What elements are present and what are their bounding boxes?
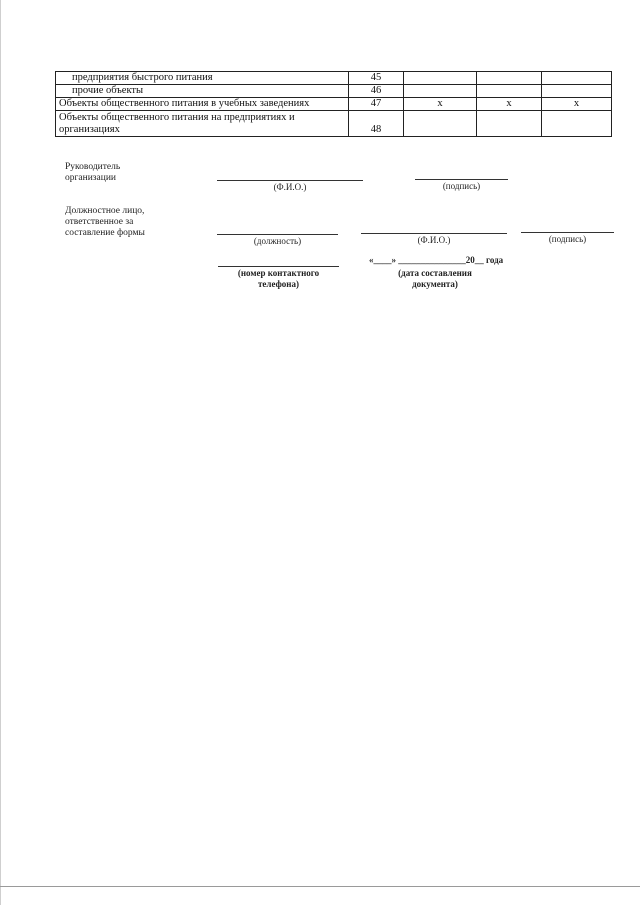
row-value <box>542 72 612 85</box>
row-code: 48 <box>349 111 404 137</box>
date-caption <box>380 268 490 290</box>
row-value <box>477 72 542 85</box>
responsible-position-line <box>217 234 338 235</box>
phone-caption <box>218 268 339 290</box>
head-label-line: организации <box>65 173 117 183</box>
row-value: х <box>477 98 542 111</box>
head-label <box>65 162 120 184</box>
row-code: 45 <box>349 72 404 85</box>
date-caption-line: документа) <box>412 279 458 289</box>
responsible-label-line: ответственное за <box>65 217 134 227</box>
head-label-line: Руководитель <box>65 162 121 172</box>
row-value: х <box>404 98 477 111</box>
row-name: прочие объекты <box>56 85 349 98</box>
row-value <box>542 85 612 98</box>
scan-edge-left <box>0 0 1 905</box>
row-value <box>404 111 477 137</box>
head-fio-caption: (Ф.И.О.) <box>273 182 307 192</box>
row-value: х <box>542 98 612 111</box>
responsible-label-line: Должностное лицо, <box>65 206 145 216</box>
responsible-signature-line <box>521 232 614 233</box>
table-row <box>56 85 612 98</box>
scan-edge-bottom <box>0 886 640 887</box>
responsible-fio-line <box>361 233 507 234</box>
table-row <box>56 72 612 85</box>
phone-caption-line: телефона) <box>258 279 299 289</box>
head-signature-line <box>415 179 508 180</box>
responsible-fio-caption: (Ф.И.О.) <box>417 235 451 245</box>
date-field: «____» _______________20__ года <box>369 255 504 265</box>
date-caption-line: (дата составления <box>398 268 472 278</box>
head-signature-caption: (подпись) <box>442 181 481 191</box>
row-value <box>477 111 542 137</box>
row-value <box>477 85 542 98</box>
phone-line <box>218 266 339 267</box>
row-code: 46 <box>349 85 404 98</box>
row-value <box>542 111 612 137</box>
row-name: Объекты общественного питания на предприятиях и организациях <box>56 111 349 137</box>
responsible-label <box>65 206 145 239</box>
head-fio-line <box>217 180 363 181</box>
responsible-label-line: составление формы <box>65 228 145 238</box>
responsible-position-caption: (должность) <box>253 236 302 246</box>
row-code: 47 <box>349 98 404 111</box>
row-name: Объекты общественного питания в учебных заведениях <box>56 98 349 111</box>
phone-caption-line: (номер контактного <box>237 268 320 278</box>
row-name: предприятия быстрого питания <box>56 72 349 85</box>
row-value <box>404 72 477 85</box>
responsible-signature-caption: (подпись) <box>548 234 587 244</box>
report-table <box>55 71 612 137</box>
table-row <box>56 98 612 111</box>
table-row <box>56 111 612 137</box>
row-value <box>404 85 477 98</box>
